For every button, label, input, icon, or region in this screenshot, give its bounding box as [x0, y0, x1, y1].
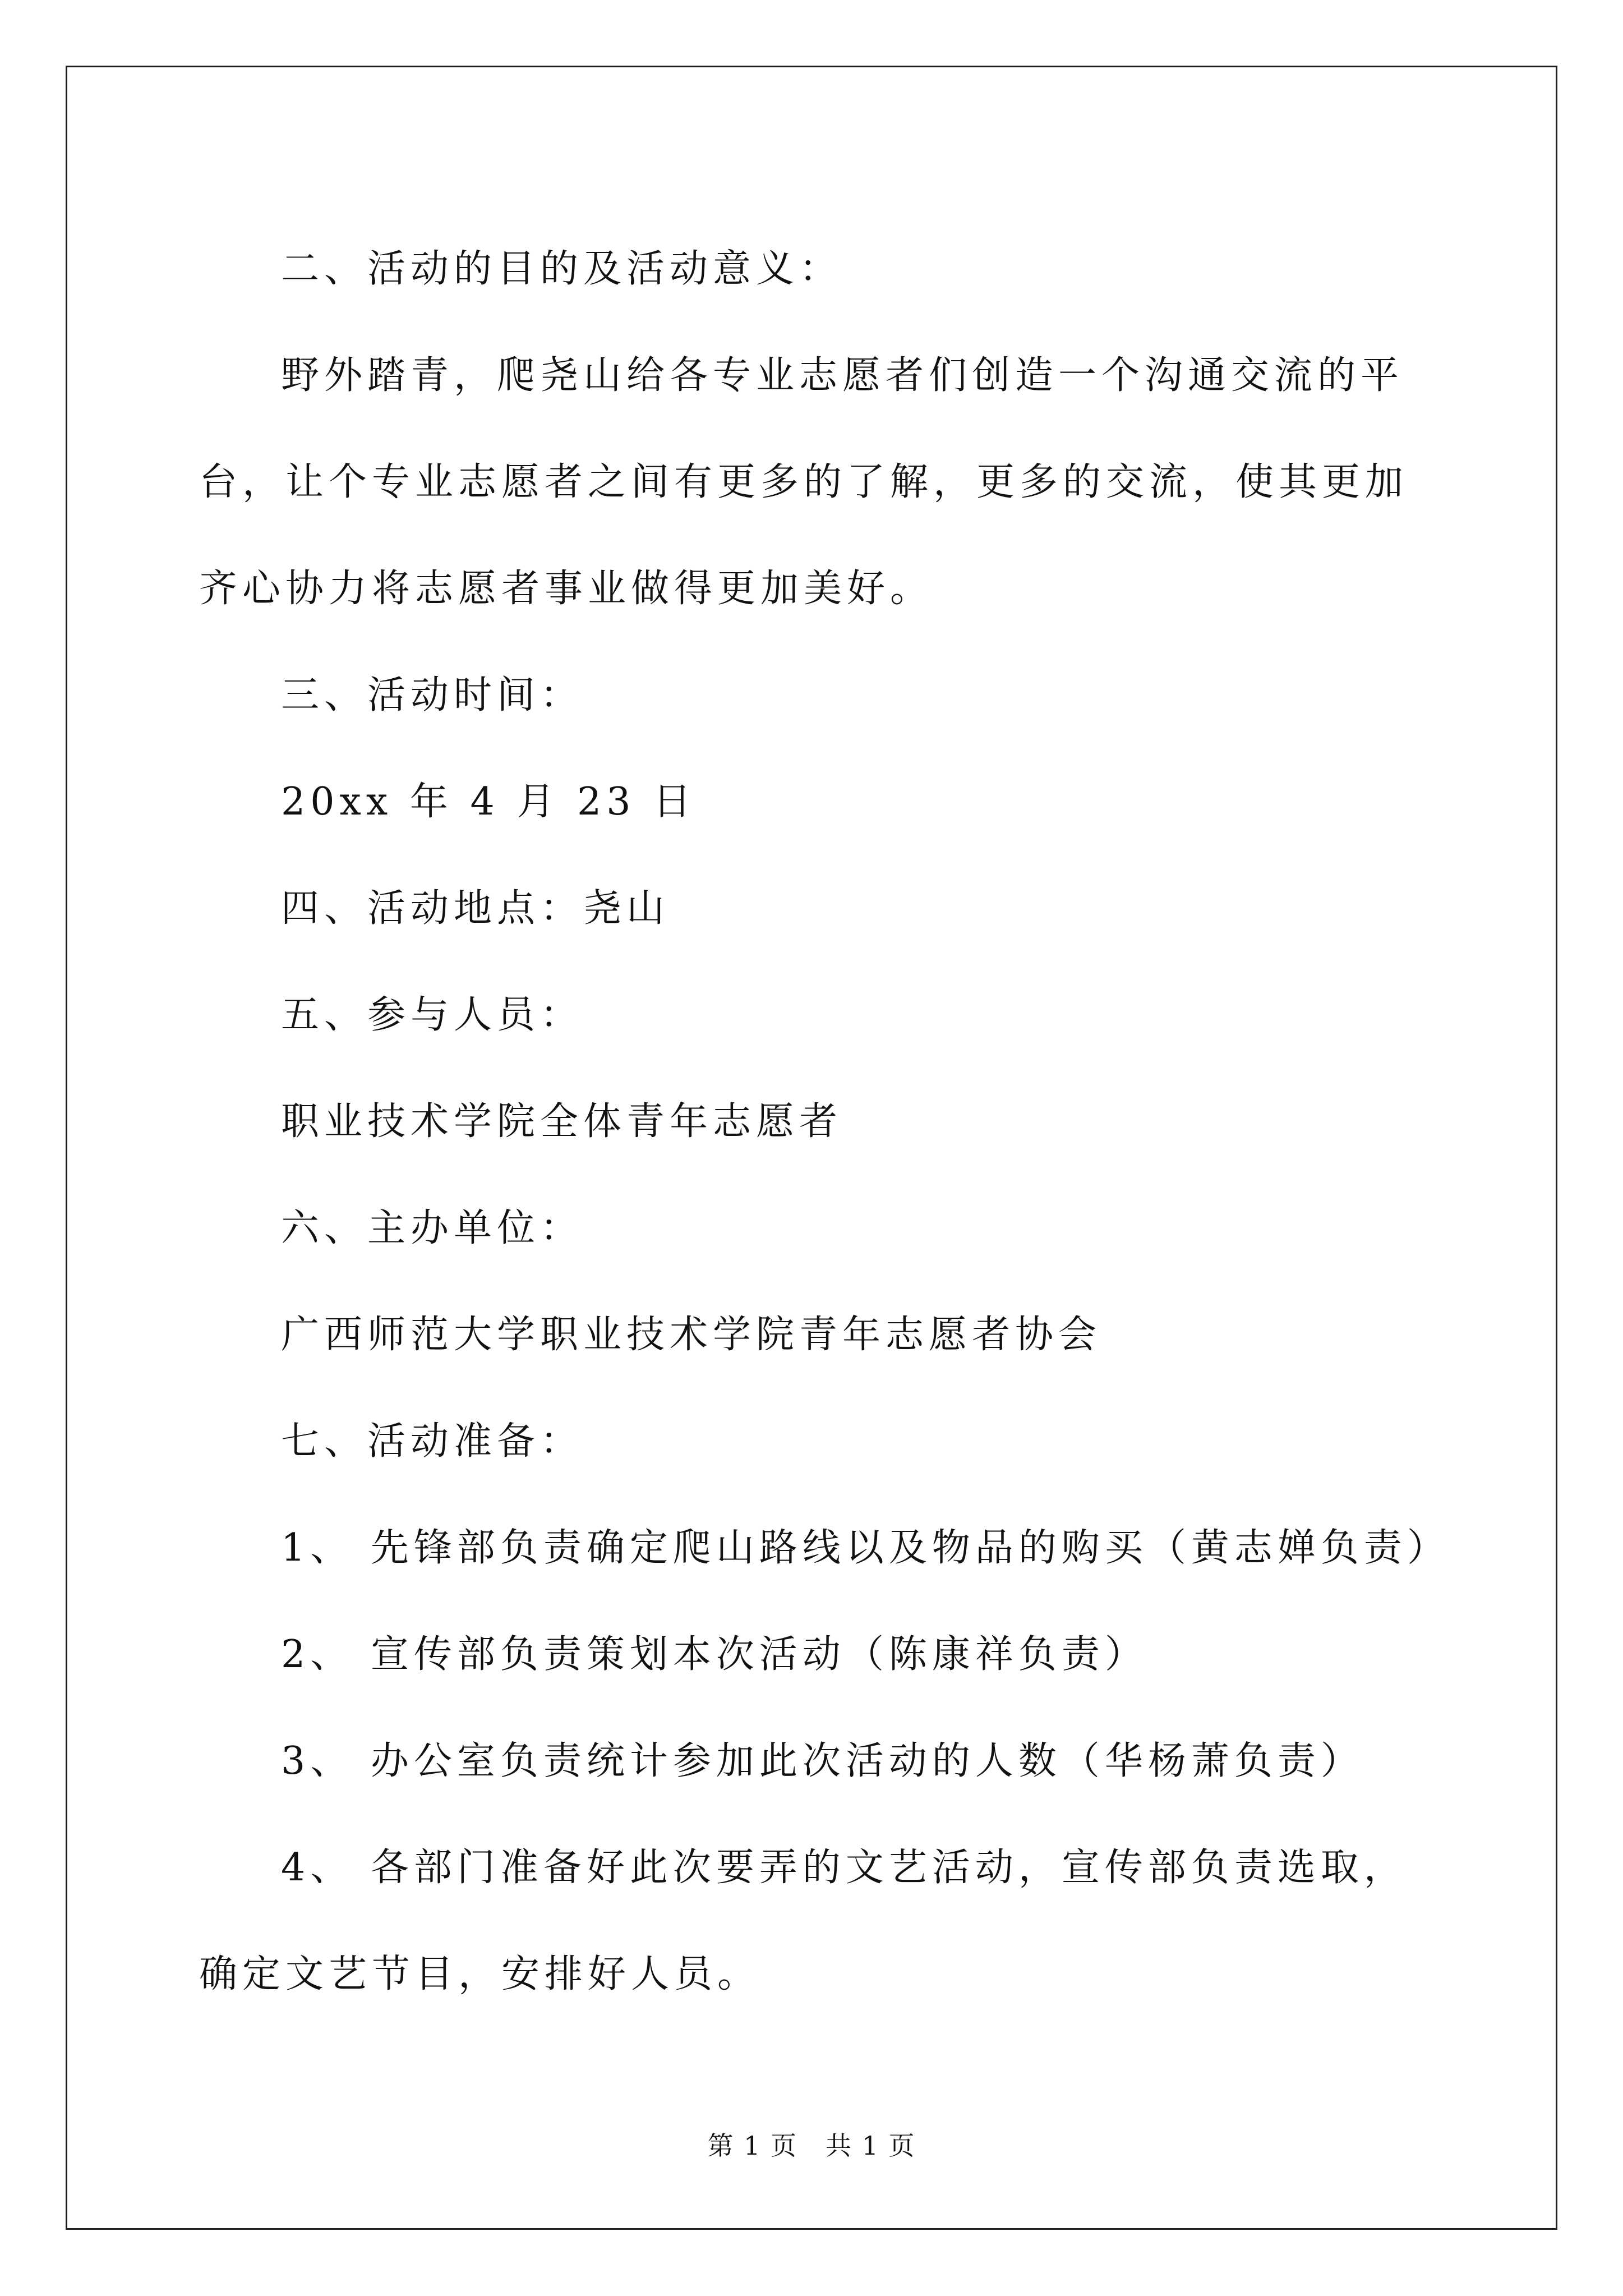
- paragraph: 四、活动地点：尧山: [281, 886, 670, 931]
- paragraph: 20xx 年 4 月 23 日: [281, 780, 697, 824]
- paragraph: 七、活动准备：: [281, 1419, 584, 1464]
- page-footer: [0, 2129, 1623, 2162]
- paragraph: 3、 办公室负责统计参加此次活动的人数（华杨萧负责）: [281, 1739, 1364, 1783]
- page-number: 第 1 页: [707, 2131, 797, 2161]
- paragraph: 职业技术学院全体青年志愿者: [281, 1099, 843, 1144]
- paragraph: 六、主办单位：: [281, 1206, 584, 1250]
- paragraph: 广西师范大学职业技术学院青年志愿者协会: [281, 1313, 1102, 1357]
- paragraph: 4、 各部门准备好此次要弄的文艺活动，宣传部负责选取，确定文艺节目，安排好人员。: [199, 1846, 1407, 1996]
- page-total: 共 1 页: [826, 2131, 916, 2161]
- paragraph: 三、活动时间：: [281, 673, 584, 717]
- paragraph: 二、活动的目的及活动意义：: [281, 247, 843, 291]
- paragraph: 五、参与人员：: [281, 993, 584, 1037]
- paragraph: 野外踏青，爬尧山给各专业志愿者们创造一个沟通交流的平台，让个专业志愿者之间有更多的了解，更多的交流，使其更加齐心协力将志愿者事业做得更加美好。: [199, 353, 1409, 611]
- document-body: [199, 216, 1450, 2028]
- paragraph: 2、 宣传部负责策划本次活动（陈康祥负责）: [281, 1632, 1148, 1677]
- paragraph: 1、 先锋部负责确定爬山路线以及物品的购买（黄志婵负责）: [281, 1526, 1450, 1570]
